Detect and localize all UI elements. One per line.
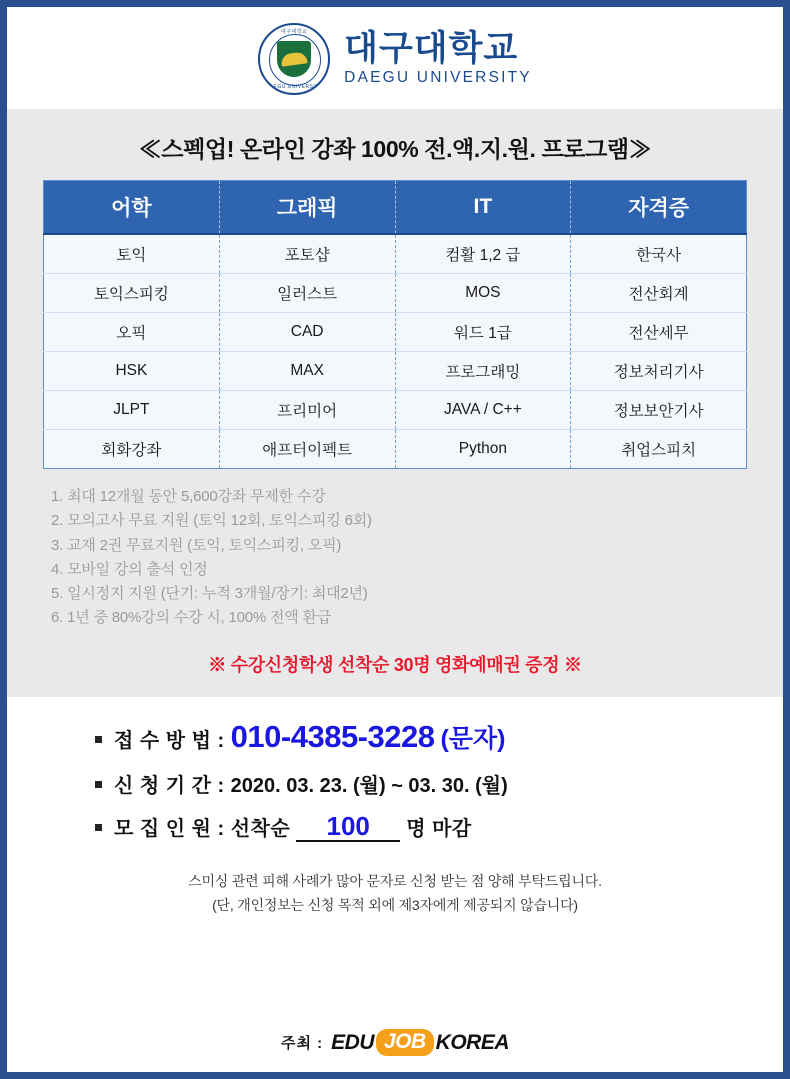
benefit-item: 2. 모의고사 무료 지원 (토익 12회, 토익스피킹 6회) — [51, 512, 372, 530]
table-cell: MAX — [219, 352, 395, 391]
table-cell: 프로그래밍 — [395, 352, 571, 391]
apply-period-row — [7, 769, 783, 798]
apply-method-label: 접 수 방 법 : — [114, 729, 225, 752]
course-table — [43, 180, 747, 469]
smishing-notice — [7, 856, 783, 918]
table-cell: Python — [395, 430, 571, 469]
edujobkorea-logo — [331, 1029, 509, 1056]
logo-text — [344, 28, 532, 88]
benefit-item: 5. 일시정지 지원 (단기: 누적 3개월/장기: 최대2년) — [51, 585, 368, 603]
table-cell: 컴활 1,2 급 — [395, 234, 571, 274]
bullet-icon — [95, 736, 102, 743]
table-cell: HSK — [44, 352, 220, 391]
table-row — [44, 234, 747, 274]
apply-count-row — [7, 812, 783, 842]
table-header-cell: IT — [395, 181, 571, 235]
daegu-university-emblem-icon — [258, 23, 330, 95]
apply-method-row — [7, 719, 783, 755]
apply-count-suffix: 명 마감 — [406, 817, 472, 840]
table-cell: CAD — [219, 313, 395, 352]
table-cell: 애프터이펙트 — [219, 430, 395, 469]
table-cell: 한국사 — [571, 234, 747, 274]
bullet-icon — [95, 781, 102, 788]
table-cell: JLPT — [44, 391, 220, 430]
table-cell: 오픽 — [44, 313, 220, 352]
table-row — [44, 313, 747, 352]
university-name-en: DAEGU UNIVERSITY — [344, 69, 532, 87]
benefit-item: 6. 1년 중 80%강의 수강 시, 100% 전액 환급 — [51, 609, 332, 627]
table-row — [44, 391, 747, 430]
benefit-item: 3. 교재 2권 무료지원 (토익, 토익스피킹, 오픽) — [51, 536, 342, 554]
table-header-row — [44, 181, 747, 235]
title-section — [7, 109, 783, 180]
table-cell: 토익 — [44, 234, 220, 274]
apply-count-value: 100 — [296, 813, 400, 842]
apply-period-value: 2020. 03. 23. (월) ~ 03. 30. (월) — [230, 774, 508, 797]
course-table-wrap — [7, 180, 783, 469]
table-cell: 전산회계 — [571, 274, 747, 313]
bullet-icon — [95, 824, 102, 831]
notice-text: ※ 수강신청학생 선착순 30명 영화예매권 증정 ※ — [208, 654, 582, 675]
smishing-line-1: 스미싱 관련 피해 사례가 많아 문자로 신청 받는 점 양해 부탁드립니다. — [188, 873, 602, 890]
benefit-item: 1. 최대 12개월 동안 5,600강좌 무제한 수강 — [51, 488, 326, 505]
table-cell: 정보처리기사 — [571, 352, 747, 391]
table-cell: JAVA / C++ — [395, 391, 571, 430]
emblem-ring-bottom-text: DAEGU UNIVERSITY — [265, 84, 323, 90]
table-cell: 토익스피킹 — [44, 274, 220, 313]
table-cell: 프리미어 — [219, 391, 395, 430]
apply-phone-note: (문자) — [440, 724, 506, 753]
table-cell: MOS — [395, 274, 571, 313]
table-row — [44, 274, 747, 313]
university-name-ko: 대구대학교 — [344, 28, 519, 68]
table-row — [44, 352, 747, 391]
brand-edu-text: EDU — [331, 1030, 374, 1054]
host-label: 주최 : — [280, 1035, 324, 1052]
table-cell: 포토샵 — [219, 234, 395, 274]
table-cell: 회화강좌 — [44, 430, 220, 469]
header — [7, 7, 783, 109]
table-row — [44, 430, 747, 469]
footer — [7, 1013, 783, 1072]
table-cell: 취업스피치 — [571, 430, 747, 469]
apply-phone-number: 010-4385-3228 — [230, 718, 435, 754]
table-cell: 일러스트 — [219, 274, 395, 313]
table-header-cell: 그래픽 — [219, 181, 395, 235]
smishing-line-2: (단, 개인정보는 신청 목적 외에 제3자에게 제공되지 않습니다) — [212, 896, 578, 913]
table-cell: 정보보안기사 — [571, 391, 747, 430]
brand-korea-text: KOREA — [435, 1030, 510, 1054]
benefits-section — [7, 469, 783, 633]
benefit-item: 4. 모바일 강의 출석 인정 — [51, 560, 208, 578]
table-cell: 워드 1급 — [395, 313, 571, 352]
apply-section — [7, 697, 783, 1013]
page-title: ≪스펙업! 온라인 강좌 100% 전.액.지.원. 프로그램≫ — [138, 136, 652, 162]
table-header-cell: 자격증 — [571, 181, 747, 235]
apply-count-label: 모 집 인 원 : 선착순 — [114, 817, 291, 840]
brand-job-badge: JOB — [376, 1029, 434, 1056]
emblem-ring-top-text: 대구대학교 — [280, 29, 308, 35]
apply-period-label: 신 청 기 간 : — [114, 774, 225, 797]
table-cell: 전산세무 — [571, 313, 747, 352]
table-header-cell: 어학 — [44, 181, 220, 235]
